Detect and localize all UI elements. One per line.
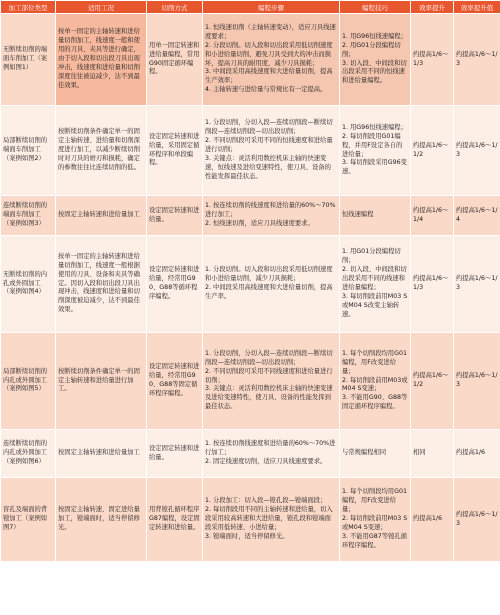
- condition-cell: 按断续切削条件确定单一的固定主轴转速、进给量和切削深度进行加工，以减少断续切削时对刀具的磨刃和损耗，确定的参数往往比连续切削的低。: [56, 106, 147, 196]
- tip-line: 3. 不能用G87等镗孔循环程序编程。: [342, 532, 407, 549]
- tips-cell: [340, 106, 411, 196]
- tips-cell: [340, 196, 411, 236]
- efficiency-cell: 约提高1/6～1/2: [411, 106, 454, 196]
- tip-line: 3. 切入段、中间段和切出段采用不同的恒线速和进给量编程。: [342, 59, 407, 85]
- table-row: [1, 333, 500, 430]
- step-line: 2. 中间段采用高线速度和大进给量切削，提高生产率。: [205, 284, 333, 300]
- step-line: 3. 镗端面时，适当停留修光。: [205, 532, 289, 540]
- step-line: 3. 中间段采用高线速度和大进给量切削，提高生产效率；: [205, 68, 333, 85]
- step-line: 2. 每切削段用不同的主轴转速和进给量，切入段采用较高转速和大进给量，镗孔段和镗端面段采用低转速、小进给量；: [205, 506, 333, 531]
- header-cell: 适用工况: [56, 1, 147, 14]
- step-line: 2. 恒线速切削，适应刀具线速度要求。: [205, 219, 314, 227]
- header-cell: 切削方式: [147, 1, 203, 14]
- tip-line: 2. 切入段、中间段和切出段采用不同的线速和进给量编程；: [342, 266, 407, 291]
- tip-line: 1. 每个切削段均用G01编程，用F改变进给量；: [342, 488, 407, 514]
- step-line: 1. 恒线速切削（主轴转速变动），适应刀具线速度要求；: [205, 23, 336, 40]
- part-type-cell: 盲孔及端面的背镗加工（案例如图7）: [1, 478, 56, 562]
- method-cell: 设定固定转速和进给量，经常用G90、G88等循环程序编程。: [147, 236, 203, 333]
- step-line: 2. 不同切削段可采用不同线速度和进给量进行切削；: [205, 367, 333, 384]
- steps-cell: [203, 478, 340, 562]
- tip-line: 3. 每切削段采用G96变速。: [342, 159, 407, 176]
- tip-line: 1. 用G01分段编程切削；: [342, 248, 401, 265]
- tip-line: 1. 每个切削段均用G01编程，用F改变进给量；: [342, 349, 407, 375]
- method-cell: 设定固定转速和进给量，经常用G90、G88等固定循环程序编程。: [147, 333, 203, 430]
- step-line: 3. 关键点：灵活利用数控机床主轴的快速变速及进给变速特性，使刀具、设备的性能发挥到最佳状态。: [205, 385, 333, 411]
- header-cell: 编程技巧: [340, 1, 411, 14]
- efficiency-cell: 约提高1/6～1/3: [411, 236, 454, 333]
- part-type-cell: 局部断续切削的内孔或外圆加工（案例如图5）: [1, 333, 56, 430]
- step-line: 1. 分段切削。切入段和切出段采用低切削速度和小进给量切削，减少刀具损耗；: [205, 266, 333, 283]
- part-type-cell: 局部断续切削的端面车削加工（案例如图2）: [1, 106, 56, 196]
- steps-cell: [203, 106, 340, 196]
- efficiency-cell: 相同: [411, 430, 454, 478]
- header-row: [1, 1, 500, 14]
- step-line: 1. 分段加工：切入段—镗孔段—镗端面段；: [205, 497, 327, 505]
- step-line: 1. 按连续切削的线速度和进给量的60%～70%进行加工；: [205, 202, 336, 219]
- method-cell: 设定固定转速和进给量，采用固定循环程序和单段编程。: [147, 106, 203, 196]
- efficiency-value-cell: 约提高1/6～1/4: [454, 196, 500, 236]
- tips-cell: [340, 236, 411, 333]
- header-cell: 加工部位类型: [1, 1, 56, 14]
- tip-line: 2. 每切削段前用M03或M04 S变速；: [342, 376, 408, 393]
- condition-cell: 按固定主轴转速和进给量加工: [56, 196, 147, 236]
- efficiency-value-cell: 约提高1/6～1/3: [454, 333, 500, 430]
- tip-line: 与常规编程相同: [342, 449, 387, 457]
- method-cell: 设定固定转速和进给量。: [147, 430, 203, 478]
- efficiency-value-cell: 约提高1/6～1/3: [454, 106, 500, 196]
- table-row: [1, 14, 500, 106]
- tip-line: 3. 每切削段前用M03 S或M04 S改变主轴转速。: [342, 292, 408, 318]
- table-row: [1, 106, 500, 196]
- step-line: 1. 按连续切削线速度和进给量的60%～70%进行加工；: [205, 440, 336, 457]
- method-cell: 设定固定转速和进给量。: [147, 196, 203, 236]
- tips-cell: [340, 14, 411, 106]
- steps-cell: [203, 236, 340, 333]
- table-row: [1, 430, 500, 478]
- steps-cell: [203, 196, 340, 236]
- step-line: 1. 分段切削，分切入段—连续切削段—断续切削段—连续切削段—切出段切削；: [205, 349, 333, 366]
- header-cell: 效率提升值: [454, 1, 500, 14]
- tip-line: 1. 用G96恒线速编程；: [342, 123, 407, 131]
- part-type-cell: 无断续切削的端面车削加工（案例如图1）: [1, 14, 56, 106]
- tips-cell: [340, 430, 411, 478]
- efficiency-value-cell: 约提高1/6～1/3: [454, 478, 500, 562]
- tip-line: 2. 每切削段前用M03 S或M04 S变速；: [342, 515, 408, 531]
- part-type-cell: 连续断续切削的内孔或外圆加工（案例如图6）: [1, 430, 56, 478]
- efficiency-cell: 约提高1/6～1/4: [411, 196, 454, 236]
- tips-cell: [340, 333, 411, 430]
- efficiency-value-cell: 约提高1/6: [454, 430, 500, 478]
- step-line: 1. 分段切削，分切入段—连续切削段—断续切削段—连续切削段—切出段切削；: [205, 119, 333, 136]
- step-line: 3. 关键点：灵活利用数控机床主轴的快速变速，恒线速及进给变速特性，使刀具、设备的性能发挥最佳状态。: [205, 154, 331, 180]
- step-line: 2. 分段切削。切入段和切出段采用低切削速度和小进给量切削，避免刀具受到大的冲击而损坏，提高刀具的耐用度，减少刀具损耗；: [205, 41, 333, 67]
- steps-cell: [203, 14, 340, 106]
- tips-cell: [340, 478, 411, 562]
- table-row: [1, 236, 500, 333]
- method-cell: 用单一固定转速和进给量编程，常用G90固定循环编程。: [147, 14, 203, 106]
- tip-line: 恒线速编程: [342, 211, 374, 219]
- header-cell: 效率提升: [411, 1, 454, 14]
- condition-cell: 按单一固定的主轴转速和进给量切削加工，线速度一般和使用的刀具、夹具等进行确定，由于切入段和切出段刀具出现冲击，线速度和进给量和切削深度往往被迫减少，达不到最佳效果。: [56, 14, 147, 106]
- tip-line: 1. 用G96恒线速编程；: [342, 32, 407, 40]
- steps-cell: [203, 430, 340, 478]
- tip-line: 2. 每切削段用G01编程，并用F设定各自的进给量；: [342, 132, 403, 158]
- efficiency-cell: 约提高1/6～1/3: [411, 14, 454, 106]
- table-row: [1, 196, 500, 236]
- step-line: 2. 固定线速度切削，适应刀具线速度要求。: [205, 457, 327, 465]
- efficiency-value-cell: 约提高1/6～1/3: [454, 236, 500, 333]
- part-type-cell: 无断续切削的内孔或外圆加工（案例如图4）: [1, 236, 56, 333]
- steps-cell: [203, 333, 340, 430]
- condition-cell: 按单一固定的主轴转速和进给量切削加工，线速度一般根据使用的刀具、设备和夹具等确定。因切入段和切出段刀具出现冲击，线速度和进给量和切削深度被迫减少，达不到最佳效果。: [56, 236, 147, 333]
- efficiency-cell: 约提高1/6: [411, 478, 454, 562]
- step-line: 2. 不同切削段可采用不同的恒线速度和进给量进行切削；: [205, 137, 333, 154]
- header-cell: 编程步骤: [203, 1, 340, 14]
- condition-cell: 按固定主轴转速、固定进给量加工，镗端面时，适当停留修光。: [56, 478, 147, 562]
- efficiency-value-cell: 约提高1/6～1/3: [454, 14, 500, 106]
- method-cell: 用背镗孔循环程序G87编程，设定固定转速和进给量。: [147, 478, 203, 562]
- table-row: [1, 478, 500, 562]
- step-line: 4. 主轴转速与进给量与常规比有一定提高。: [205, 86, 327, 94]
- tip-line: 3. 不能用G90、G88等固定循环程序编程。: [342, 394, 408, 411]
- part-type-cell: 连续断续切削的端面车削加工（案例如图3）: [1, 196, 56, 236]
- condition-cell: 按断续切削条件确定单一的固定主轴转速和进给量进行加工。: [56, 333, 147, 430]
- condition-cell: 按固定主轴转速和进给量加工: [56, 430, 147, 478]
- efficiency-cell: 约提高1/6～1/2: [411, 333, 454, 430]
- tip-line: 2. 用G01分段编程切削；: [342, 41, 401, 58]
